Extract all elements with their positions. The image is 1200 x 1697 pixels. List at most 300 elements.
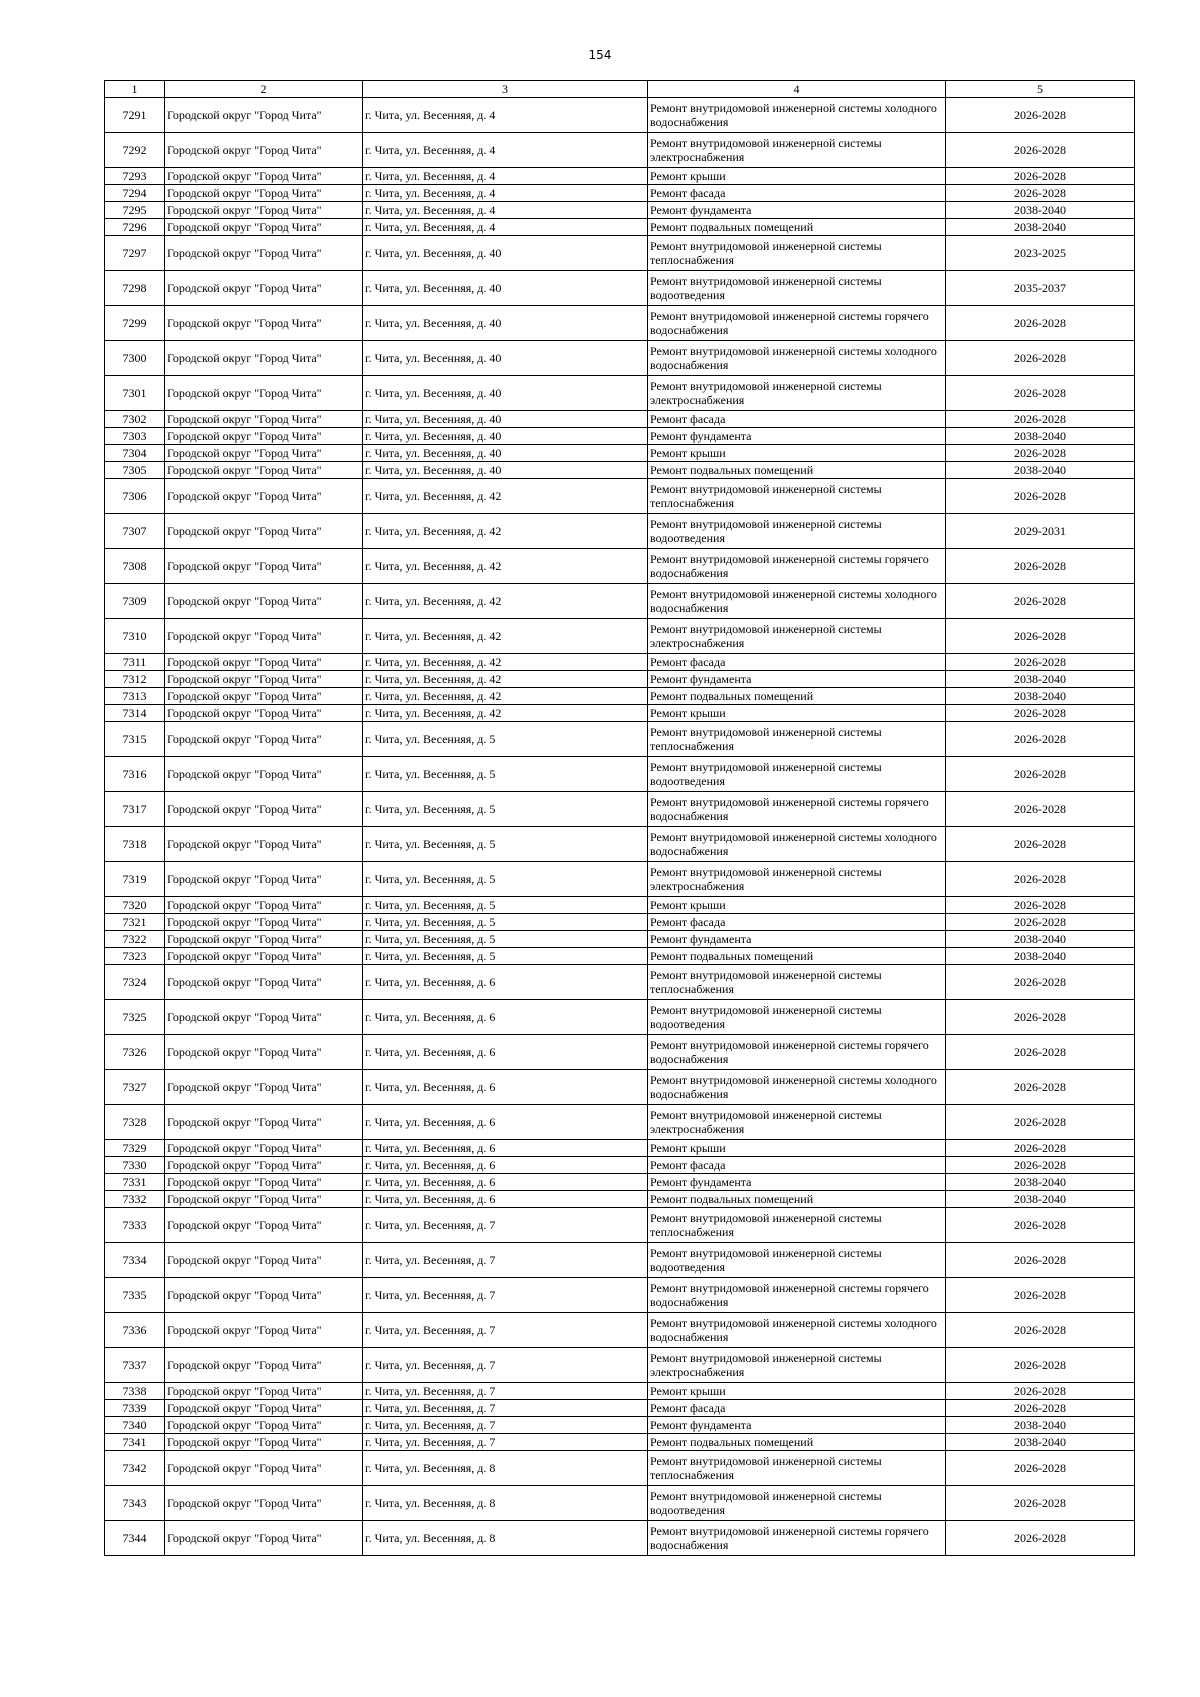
period-cell: 2026-2028 [946, 445, 1135, 462]
district-cell: Городской округ "Город Чита" [165, 1383, 363, 1400]
address-cell: г. Чита, ул. Весенняя, д. 40 [363, 236, 648, 271]
table-row [105, 411, 1135, 428]
row-number-cell: 7311 [105, 654, 165, 671]
table-row [105, 1434, 1135, 1451]
period-cell: 2023-2025 [946, 236, 1135, 271]
period-cell: 2026-2028 [946, 1105, 1135, 1140]
period-cell: 2026-2028 [946, 1208, 1135, 1243]
district-cell: Городской округ "Город Чита" [165, 792, 363, 827]
table-row [105, 862, 1135, 897]
table-row [105, 1140, 1135, 1157]
row-number-cell: 7337 [105, 1348, 165, 1383]
address-cell: г. Чита, ул. Весенняя, д. 5 [363, 914, 648, 931]
work-type-cell: Ремонт внутридомовой инженерной системы горячего водоснабжения [648, 1278, 946, 1313]
address-cell: г. Чита, ул. Весенняя, д. 8 [363, 1486, 648, 1521]
work-type-cell: Ремонт внутридомовой инженерной системы электроснабжения [648, 133, 946, 168]
period-cell: 2038-2040 [946, 1417, 1135, 1434]
address-cell: г. Чита, ул. Весенняя, д. 5 [363, 862, 648, 897]
row-number-cell: 7309 [105, 584, 165, 619]
address-cell: г. Чита, ул. Весенняя, д. 5 [363, 897, 648, 914]
work-type-cell: Ремонт внутридомовой инженерной системы горячего водоснабжения [648, 1521, 946, 1556]
work-type-cell: Ремонт внутридомовой инженерной системы холодного водоснабжения [648, 341, 946, 376]
table-row [105, 445, 1135, 462]
row-number-cell: 7322 [105, 931, 165, 948]
work-type-cell: Ремонт крыши [648, 705, 946, 722]
table-row [105, 1417, 1135, 1434]
row-number-cell: 7304 [105, 445, 165, 462]
work-type-cell: Ремонт внутридомовой инженерной системы холодного водоснабжения [648, 1313, 946, 1348]
period-cell: 2038-2040 [946, 1434, 1135, 1451]
period-cell: 2026-2028 [946, 1486, 1135, 1521]
work-type-cell: Ремонт внутридомовой инженерной системы водоотведения [648, 1243, 946, 1278]
row-number-cell: 7302 [105, 411, 165, 428]
row-number-cell: 7330 [105, 1157, 165, 1174]
period-cell: 2029-2031 [946, 514, 1135, 549]
table-row [105, 1278, 1135, 1313]
row-number-cell: 7320 [105, 897, 165, 914]
work-type-cell: Ремонт внутридомовой инженерной системы теплоснабжения [648, 722, 946, 757]
work-type-cell: Ремонт подвальных помещений [648, 1434, 946, 1451]
district-cell: Городской округ "Город Чита" [165, 1035, 363, 1070]
work-type-cell: Ремонт крыши [648, 897, 946, 914]
row-number-cell: 7295 [105, 202, 165, 219]
address-cell: г. Чита, ул. Весенняя, д. 4 [363, 185, 648, 202]
table-row [105, 1243, 1135, 1278]
address-cell: г. Чита, ул. Весенняя, д. 7 [363, 1243, 648, 1278]
table-row [105, 1521, 1135, 1556]
district-cell: Городской округ "Город Чита" [165, 98, 363, 133]
row-number-cell: 7299 [105, 306, 165, 341]
district-cell: Городской округ "Город Чита" [165, 1313, 363, 1348]
period-cell: 2026-2028 [946, 584, 1135, 619]
row-number-cell: 7335 [105, 1278, 165, 1313]
work-type-cell: Ремонт фундамента [648, 671, 946, 688]
page-number: 154 [588, 48, 612, 62]
address-cell: г. Чита, ул. Весенняя, д. 40 [363, 411, 648, 428]
column-header-4: 4 [648, 81, 946, 98]
work-type-cell: Ремонт крыши [648, 168, 946, 185]
row-number-cell: 7343 [105, 1486, 165, 1521]
period-cell: 2026-2028 [946, 792, 1135, 827]
address-cell: г. Чита, ул. Весенняя, д. 6 [363, 1105, 648, 1140]
row-number-cell: 7329 [105, 1140, 165, 1157]
address-cell: г. Чита, ул. Весенняя, д. 7 [363, 1434, 648, 1451]
address-cell: г. Чита, ул. Весенняя, д. 5 [363, 827, 648, 862]
period-cell: 2038-2040 [946, 1191, 1135, 1208]
district-cell: Городской округ "Город Чита" [165, 671, 363, 688]
work-type-cell: Ремонт крыши [648, 1383, 946, 1400]
period-cell: 2038-2040 [946, 931, 1135, 948]
row-number-cell: 7334 [105, 1243, 165, 1278]
table-row [105, 219, 1135, 236]
period-cell: 2026-2028 [946, 1348, 1135, 1383]
address-cell: г. Чита, ул. Весенняя, д. 5 [363, 757, 648, 792]
table-row [105, 1208, 1135, 1243]
district-cell: Городской округ "Город Чита" [165, 445, 363, 462]
period-cell: 2026-2028 [946, 341, 1135, 376]
table-row [105, 931, 1135, 948]
column-header-3: 3 [363, 81, 648, 98]
work-type-cell: Ремонт фасада [648, 411, 946, 428]
row-number-cell: 7338 [105, 1383, 165, 1400]
row-number-cell: 7306 [105, 479, 165, 514]
address-cell: г. Чита, ул. Весенняя, д. 5 [363, 792, 648, 827]
work-type-cell: Ремонт внутридомовой инженерной системы теплоснабжения [648, 236, 946, 271]
work-type-cell: Ремонт подвальных помещений [648, 1191, 946, 1208]
address-cell: г. Чита, ул. Весенняя, д. 6 [363, 1174, 648, 1191]
district-cell: Городской округ "Город Чита" [165, 549, 363, 584]
row-number-cell: 7336 [105, 1313, 165, 1348]
period-cell: 2026-2028 [946, 411, 1135, 428]
work-type-cell: Ремонт внутридомовой инженерной системы горячего водоснабжения [648, 1035, 946, 1070]
work-type-cell: Ремонт подвальных помещений [648, 948, 946, 965]
row-number-cell: 7314 [105, 705, 165, 722]
period-cell: 2038-2040 [946, 688, 1135, 705]
work-type-cell: Ремонт внутридомовой инженерной системы горячего водоснабжения [648, 792, 946, 827]
work-type-cell: Ремонт фундамента [648, 931, 946, 948]
district-cell: Городской округ "Город Чита" [165, 827, 363, 862]
table-row [105, 722, 1135, 757]
district-cell: Городской округ "Город Чита" [165, 1400, 363, 1417]
table-row [105, 914, 1135, 931]
address-cell: г. Чита, ул. Весенняя, д. 42 [363, 619, 648, 654]
address-cell: г. Чита, ул. Весенняя, д. 6 [363, 1157, 648, 1174]
work-type-cell: Ремонт внутридомовой инженерной системы водоотведения [648, 514, 946, 549]
period-cell: 2026-2028 [946, 1521, 1135, 1556]
district-cell: Городской округ "Город Чита" [165, 654, 363, 671]
repair-schedule-table [104, 80, 1135, 1556]
district-cell: Городской округ "Город Чита" [165, 202, 363, 219]
table-row [105, 897, 1135, 914]
district-cell: Городской округ "Город Чита" [165, 1451, 363, 1486]
period-cell: 2026-2028 [946, 98, 1135, 133]
row-number-cell: 7318 [105, 827, 165, 862]
district-cell: Городской округ "Город Чита" [165, 948, 363, 965]
period-cell: 2026-2028 [946, 1451, 1135, 1486]
address-cell: г. Чита, ул. Весенняя, д. 40 [363, 271, 648, 306]
column-header-5: 5 [946, 81, 1135, 98]
table-row [105, 185, 1135, 202]
address-cell: г. Чита, ул. Весенняя, д. 4 [363, 219, 648, 236]
work-type-cell: Ремонт подвальных помещений [648, 462, 946, 479]
table-row [105, 462, 1135, 479]
table-row [105, 965, 1135, 1000]
work-type-cell: Ремонт фасада [648, 654, 946, 671]
district-cell: Городской округ "Город Чита" [165, 428, 363, 445]
table-row [105, 549, 1135, 584]
district-cell: Городской округ "Город Чита" [165, 514, 363, 549]
row-number-cell: 7340 [105, 1417, 165, 1434]
table-row [105, 584, 1135, 619]
address-cell: г. Чита, ул. Весенняя, д. 40 [363, 462, 648, 479]
table-row [105, 236, 1135, 271]
column-header-2: 2 [165, 81, 363, 98]
district-cell: Городской округ "Город Чита" [165, 1157, 363, 1174]
work-type-cell: Ремонт внутридомовой инженерной системы горячего водоснабжения [648, 306, 946, 341]
table-row [105, 1451, 1135, 1486]
address-cell: г. Чита, ул. Весенняя, д. 7 [363, 1400, 648, 1417]
address-cell: г. Чита, ул. Весенняя, д. 6 [363, 1000, 648, 1035]
table-row [105, 1191, 1135, 1208]
work-type-cell: Ремонт внутридомовой инженерной системы водоотведения [648, 271, 946, 306]
period-cell: 2026-2028 [946, 1278, 1135, 1313]
district-cell: Городской округ "Город Чита" [165, 705, 363, 722]
period-cell: 2026-2028 [946, 862, 1135, 897]
district-cell: Городской округ "Город Чита" [165, 168, 363, 185]
address-cell: г. Чита, ул. Весенняя, д. 8 [363, 1521, 648, 1556]
address-cell: г. Чита, ул. Весенняя, д. 7 [363, 1417, 648, 1434]
district-cell: Городской округ "Город Чита" [165, 862, 363, 897]
district-cell: Городской округ "Город Чита" [165, 1348, 363, 1383]
district-cell: Городской округ "Город Чита" [165, 1105, 363, 1140]
table-row [105, 1105, 1135, 1140]
period-cell: 2026-2028 [946, 914, 1135, 931]
address-cell: г. Чита, ул. Весенняя, д. 42 [363, 688, 648, 705]
row-number-cell: 7298 [105, 271, 165, 306]
row-number-cell: 7344 [105, 1521, 165, 1556]
row-number-cell: 7315 [105, 722, 165, 757]
work-type-cell: Ремонт внутридомовой инженерной системы водоотведения [648, 1000, 946, 1035]
table-row [105, 1000, 1135, 1035]
district-cell: Городской округ "Город Чита" [165, 1174, 363, 1191]
address-cell: г. Чита, ул. Весенняя, д. 4 [363, 168, 648, 185]
period-cell: 2026-2028 [946, 722, 1135, 757]
row-number-cell: 7325 [105, 1000, 165, 1035]
work-type-cell: Ремонт фасада [648, 1157, 946, 1174]
table-row [105, 133, 1135, 168]
table-row [105, 202, 1135, 219]
row-number-cell: 7327 [105, 1070, 165, 1105]
table-row [105, 705, 1135, 722]
work-type-cell: Ремонт фасада [648, 185, 946, 202]
table-row [105, 98, 1135, 133]
address-cell: г. Чита, ул. Весенняя, д. 7 [363, 1208, 648, 1243]
table-row [105, 1174, 1135, 1191]
period-cell: 2026-2028 [946, 1383, 1135, 1400]
work-type-cell: Ремонт внутридомовой инженерной системы электроснабжения [648, 1348, 946, 1383]
row-number-cell: 7332 [105, 1191, 165, 1208]
row-number-cell: 7307 [105, 514, 165, 549]
work-type-cell: Ремонт фундамента [648, 202, 946, 219]
address-cell: г. Чита, ул. Весенняя, д. 40 [363, 306, 648, 341]
row-number-cell: 7297 [105, 236, 165, 271]
period-cell: 2026-2028 [946, 1157, 1135, 1174]
period-cell: 2038-2040 [946, 219, 1135, 236]
row-number-cell: 7301 [105, 376, 165, 411]
period-cell: 2026-2028 [946, 1400, 1135, 1417]
table-row [105, 1486, 1135, 1521]
address-cell: г. Чита, ул. Весенняя, д. 6 [363, 965, 648, 1000]
district-cell: Городской округ "Город Чита" [165, 479, 363, 514]
work-type-cell: Ремонт внутридомовой инженерной системы холодного водоснабжения [648, 1070, 946, 1105]
district-cell: Городской округ "Город Чита" [165, 1521, 363, 1556]
work-type-cell: Ремонт фундамента [648, 1417, 946, 1434]
period-cell: 2026-2028 [946, 1313, 1135, 1348]
period-cell: 2026-2028 [946, 1035, 1135, 1070]
work-type-cell: Ремонт внутридомовой инженерной системы электроснабжения [648, 376, 946, 411]
period-cell: 2038-2040 [946, 428, 1135, 445]
work-type-cell: Ремонт подвальных помещений [648, 219, 946, 236]
period-cell: 2038-2040 [946, 462, 1135, 479]
district-cell: Городской округ "Город Чита" [165, 306, 363, 341]
period-cell: 2026-2028 [946, 897, 1135, 914]
table-row [105, 1313, 1135, 1348]
table-row [105, 306, 1135, 341]
period-cell: 2038-2040 [946, 202, 1135, 219]
address-cell: г. Чита, ул. Весенняя, д. 7 [363, 1278, 648, 1313]
work-type-cell: Ремонт крыши [648, 445, 946, 462]
district-cell: Городской округ "Город Чита" [165, 1417, 363, 1434]
district-cell: Городской округ "Город Чита" [165, 897, 363, 914]
district-cell: Городской округ "Город Чита" [165, 1140, 363, 1157]
period-cell: 2026-2028 [946, 306, 1135, 341]
period-cell: 2038-2040 [946, 948, 1135, 965]
district-cell: Городской округ "Город Чита" [165, 1191, 363, 1208]
table-row [105, 514, 1135, 549]
district-cell: Городской округ "Город Чита" [165, 722, 363, 757]
row-number-cell: 7319 [105, 862, 165, 897]
table-row [105, 168, 1135, 185]
district-cell: Городской округ "Город Чита" [165, 236, 363, 271]
table-row [105, 1070, 1135, 1105]
address-cell: г. Чита, ул. Весенняя, д. 7 [363, 1313, 648, 1348]
work-type-cell: Ремонт внутридомовой инженерной системы теплоснабжения [648, 1208, 946, 1243]
row-number-cell: 7294 [105, 185, 165, 202]
period-cell: 2038-2040 [946, 1174, 1135, 1191]
district-cell: Городской округ "Город Чита" [165, 376, 363, 411]
address-cell: г. Чита, ул. Весенняя, д. 42 [363, 671, 648, 688]
work-type-cell: Ремонт внутридомовой инженерной системы электроснабжения [648, 862, 946, 897]
row-number-cell: 7341 [105, 1434, 165, 1451]
row-number-cell: 7317 [105, 792, 165, 827]
row-number-cell: 7326 [105, 1035, 165, 1070]
address-cell: г. Чита, ул. Весенняя, д. 6 [363, 1070, 648, 1105]
period-cell: 2026-2028 [946, 1070, 1135, 1105]
table-row [105, 341, 1135, 376]
period-cell: 2026-2028 [946, 705, 1135, 722]
period-cell: 2026-2028 [946, 757, 1135, 792]
table-row [105, 654, 1135, 671]
district-cell: Городской округ "Город Чита" [165, 411, 363, 428]
work-type-cell: Ремонт внутридомовой инженерной системы теплоснабжения [648, 965, 946, 1000]
address-cell: г. Чита, ул. Весенняя, д. 5 [363, 948, 648, 965]
district-cell: Городской округ "Город Чита" [165, 271, 363, 306]
row-number-cell: 7300 [105, 341, 165, 376]
address-cell: г. Чита, ул. Весенняя, д. 4 [363, 202, 648, 219]
row-number-cell: 7331 [105, 1174, 165, 1191]
district-cell: Городской округ "Город Чита" [165, 1486, 363, 1521]
work-type-cell: Ремонт фасада [648, 914, 946, 931]
address-cell: г. Чита, ул. Весенняя, д. 6 [363, 1035, 648, 1070]
address-cell: г. Чита, ул. Весенняя, д. 42 [363, 514, 648, 549]
row-number-cell: 7303 [105, 428, 165, 445]
row-number-cell: 7310 [105, 619, 165, 654]
district-cell: Городской округ "Город Чита" [165, 133, 363, 168]
address-cell: г. Чита, ул. Весенняя, д. 7 [363, 1383, 648, 1400]
district-cell: Городской округ "Город Чита" [165, 584, 363, 619]
address-cell: г. Чита, ул. Весенняя, д. 40 [363, 428, 648, 445]
row-number-cell: 7308 [105, 549, 165, 584]
table-row [105, 948, 1135, 965]
row-number-cell: 7305 [105, 462, 165, 479]
table-row [105, 757, 1135, 792]
district-cell: Городской округ "Город Чита" [165, 931, 363, 948]
table-row [105, 428, 1135, 445]
table-row [105, 376, 1135, 411]
work-type-cell: Ремонт фундамента [648, 1174, 946, 1191]
row-number-cell: 7321 [105, 914, 165, 931]
table-row [105, 1157, 1135, 1174]
address-cell: г. Чита, ул. Весенняя, д. 42 [363, 654, 648, 671]
table-row [105, 1035, 1135, 1070]
period-cell: 2026-2028 [946, 965, 1135, 1000]
table-row [105, 688, 1135, 705]
district-cell: Городской округ "Город Чита" [165, 1000, 363, 1035]
district-cell: Городской округ "Город Чита" [165, 219, 363, 236]
column-number-row [105, 81, 1135, 98]
work-type-cell: Ремонт внутридомовой инженерной системы холодного водоснабжения [648, 827, 946, 862]
period-cell: 2026-2028 [946, 1243, 1135, 1278]
row-number-cell: 7324 [105, 965, 165, 1000]
table-row [105, 671, 1135, 688]
period-cell: 2026-2028 [946, 1000, 1135, 1035]
address-cell: г. Чита, ул. Весенняя, д. 5 [363, 931, 648, 948]
period-cell: 2026-2028 [946, 133, 1135, 168]
row-number-cell: 7312 [105, 671, 165, 688]
work-type-cell: Ремонт подвальных помещений [648, 688, 946, 705]
table-row [105, 271, 1135, 306]
row-number-cell: 7323 [105, 948, 165, 965]
address-cell: г. Чита, ул. Весенняя, д. 42 [363, 705, 648, 722]
work-type-cell: Ремонт фундамента [648, 428, 946, 445]
table-row [105, 827, 1135, 862]
column-header-1: 1 [105, 81, 165, 98]
address-cell: г. Чита, ул. Весенняя, д. 6 [363, 1140, 648, 1157]
address-cell: г. Чита, ул. Весенняя, д. 40 [363, 376, 648, 411]
address-cell: г. Чита, ул. Весенняя, д. 6 [363, 1191, 648, 1208]
row-number-cell: 7293 [105, 168, 165, 185]
district-cell: Городской округ "Город Чита" [165, 757, 363, 792]
row-number-cell: 7333 [105, 1208, 165, 1243]
address-cell: г. Чита, ул. Весенняя, д. 42 [363, 549, 648, 584]
district-cell: Городской округ "Город Чита" [165, 619, 363, 654]
work-type-cell: Ремонт внутридомовой инженерной системы водоотведения [648, 757, 946, 792]
address-cell: г. Чита, ул. Весенняя, д. 40 [363, 341, 648, 376]
district-cell: Городской округ "Город Чита" [165, 1434, 363, 1451]
period-cell: 2026-2028 [946, 549, 1135, 584]
district-cell: Городской округ "Город Чита" [165, 462, 363, 479]
row-number-cell: 7291 [105, 98, 165, 133]
period-cell: 2026-2028 [946, 185, 1135, 202]
work-type-cell: Ремонт внутридомовой инженерной системы теплоснабжения [648, 479, 946, 514]
row-number-cell: 7339 [105, 1400, 165, 1417]
row-number-cell: 7313 [105, 688, 165, 705]
period-cell: 2026-2028 [946, 619, 1135, 654]
work-type-cell: Ремонт крыши [648, 1140, 946, 1157]
row-number-cell: 7342 [105, 1451, 165, 1486]
address-cell: г. Чита, ул. Весенняя, д. 8 [363, 1451, 648, 1486]
address-cell: г. Чита, ул. Весенняя, д. 4 [363, 98, 648, 133]
period-cell: 2038-2040 [946, 671, 1135, 688]
table-row [105, 619, 1135, 654]
period-cell: 2035-2037 [946, 271, 1135, 306]
work-type-cell: Ремонт внутридомовой инженерной системы электроснабжения [648, 1105, 946, 1140]
address-cell: г. Чита, ул. Весенняя, д. 40 [363, 445, 648, 462]
address-cell: г. Чита, ул. Весенняя, д. 7 [363, 1348, 648, 1383]
row-number-cell: 7316 [105, 757, 165, 792]
work-type-cell: Ремонт внутридомовой инженерной системы водоотведения [648, 1486, 946, 1521]
period-cell: 2026-2028 [946, 654, 1135, 671]
